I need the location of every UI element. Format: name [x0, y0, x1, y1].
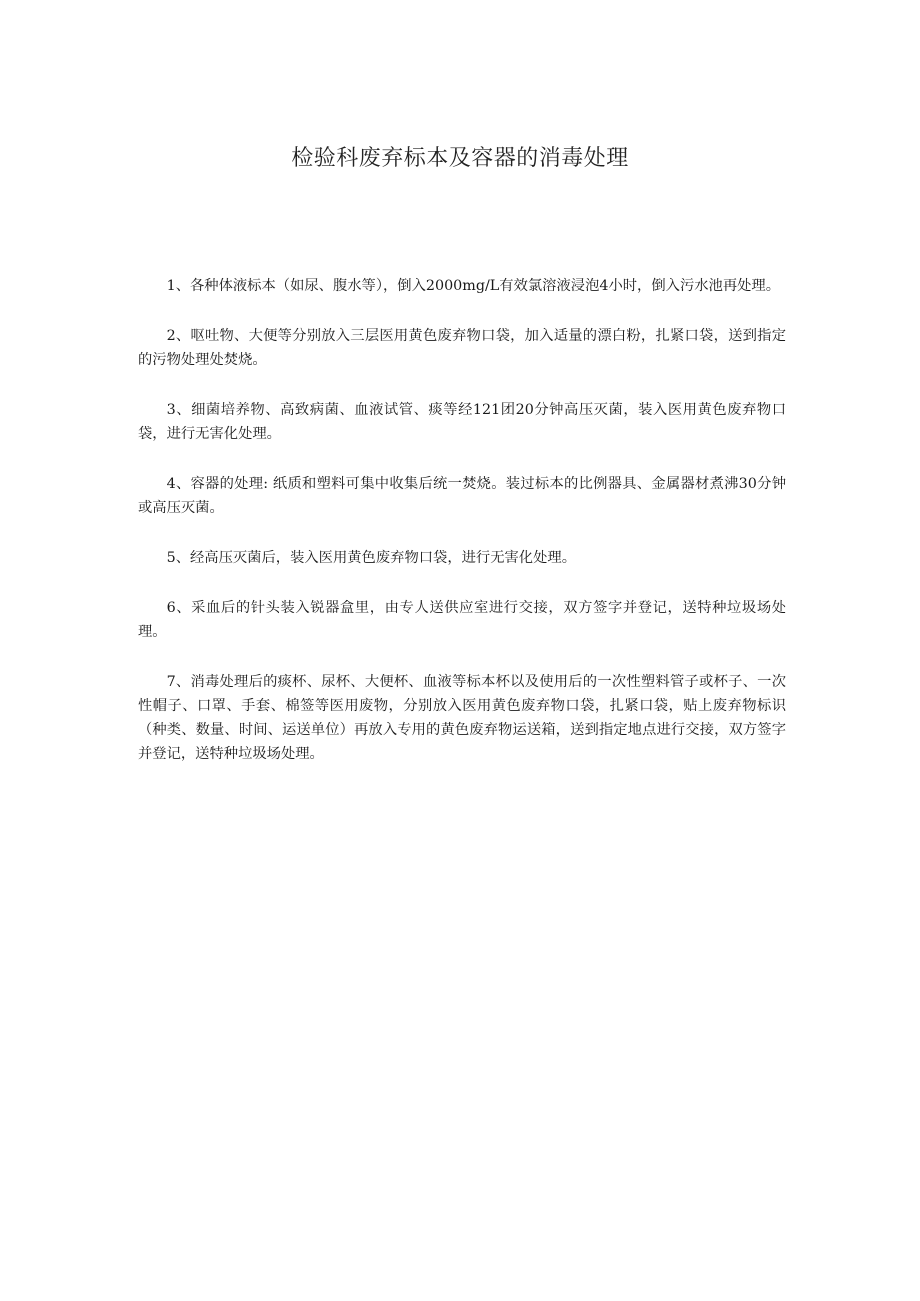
paragraph-5: 5、经高压灭菌后，装入医用黄色废弃物口袋，进行无害化处理。	[166, 550, 576, 566]
document-body	[138, 274, 786, 792]
paragraph-6: 6、采血后的针头装入锐器盒里，由专人送供应室进行交接，双方签字并登记，送特种垃圾场处理。	[138, 600, 786, 640]
paragraph-4: 4、容器的处理: 纸质和塑料可集中收集后统一焚烧。装过标本的比例器具、金属器材煮沸30分钟或高压灭菌。	[138, 476, 786, 516]
paragraph-2: 2、呕吐物、大便等分别放入三层医用黄色废弃物口袋，加入适量的漂白粉，扎紧口袋，送到指定的污物处理处焚烧。	[138, 328, 786, 368]
paragraph-1: 1、各种体液标本（如尿、腹水等），倒入2000mg/L有效氯溶液浸泡4小时，倒入污水池再处理。	[166, 278, 781, 294]
paragraph-3: 3、细菌培养物、高致病菌、血液试管、痰等经121团20分钟高压灭菌，装入医用黄色废弃物口袋，进行无害化处理。	[138, 402, 786, 442]
document-title: 检验科废弃标本及容器的消毒处理	[291, 146, 629, 171]
paragraph-7: 7、消毒处理后的痰杯、尿杯、大便杯、血液等标本杯以及使用后的一次性塑料管子或杯子、一次性帽子、口罩、手套、棉签等医用废物，分别放入医用黄色废弃物口袋，扎紧口袋，贴上废弃物标识（种类、数量、时间、运送单位）再放入专用的黄色废弃物运送箱，送到指定地点进行交接，双方签字并登记，送特种垃圾场处理。	[138, 674, 786, 762]
